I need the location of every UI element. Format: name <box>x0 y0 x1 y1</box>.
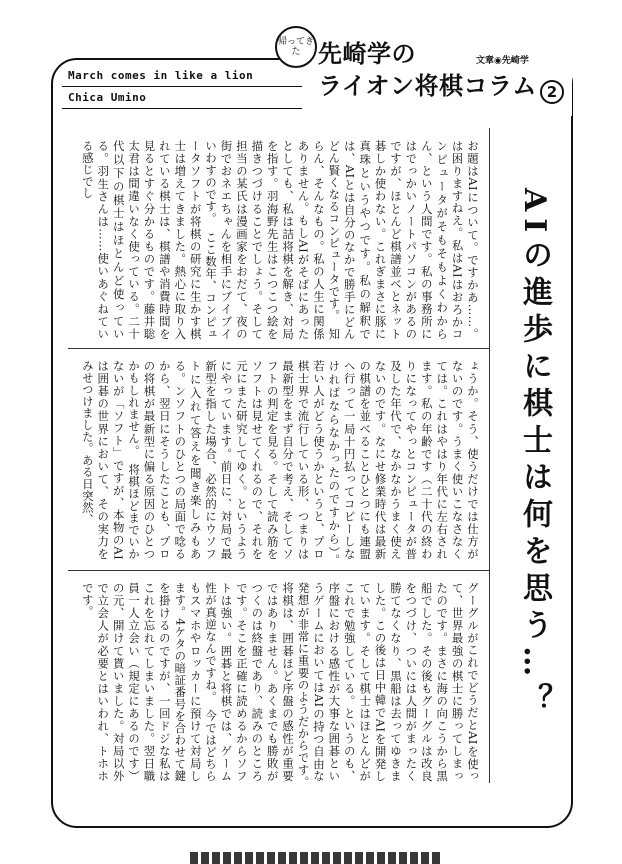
article-column-top <box>72 140 480 340</box>
series-title <box>318 38 537 102</box>
article-headline: AIの進歩に棋士は何を思う…？ <box>517 187 552 721</box>
series-title-line-1: 先崎学の <box>318 40 416 68</box>
article-column-bottom <box>72 582 480 794</box>
subtitle-line-2: Chica Umino <box>68 91 147 104</box>
subtitle-rule-1 <box>62 86 302 87</box>
page-bottom-edge <box>190 852 440 864</box>
article-text-bottom: グーグルがこれでどうだとAIを使って、世界最強の棋士に勝ってしまったのです。まさに海の向こうから黒船でした。その後もグーグルは改良をつづけ、ついには人間がまったく勝てなくなり、黒船は去ってゆきました。この後は日中韓でAIを開発しています。そして棋士はほとんどがこれで勉強している。というのも、序盤における感性が大事な囲碁というゲームにおいてはAIの持つ自由な発想が非常に重要のようだからです。 将棋は、囲碁ほど序盤の感性が重要ではありません。あくまでも勝敗がつくのは終盤であり、読みのところです。そこを正確に読めるからソフトは強い。囲碁と将棋では、ゲーム性が真逆なんですね。 今ではどちらもスマホやロッカーに預けて対局します。4ケタの暗証番号を合わせて鍵を掛けるのですが、一回ドジな私はこれを忘れてしまいました。翌日職員一人立会い（規定にあるのです）の元、開けて貰いました。対局以外で立会人が必要とはいわれ、トホホです。 <box>80 582 480 794</box>
tier-divider-2 <box>68 570 489 571</box>
subtitle-rule-2 <box>62 108 302 109</box>
tier-divider-1 <box>68 348 489 349</box>
issue-number: 2 <box>540 80 564 104</box>
series-title-line-2: ライオン将棋コラム <box>318 72 537 100</box>
headline-divider <box>489 128 490 783</box>
subtitle-line-1: March comes in like a lion <box>68 69 254 82</box>
byline: 文章◉先崎学 <box>476 56 529 66</box>
article-text-middle: ょうか。そう、使うだけでは仕方がないのです。うまく使いこなさなくては。これはやはり年代に左右されます。私の年齢です（二十代の終わりになってやっとコンピュータが普及した年代で、なかなかうまく使えないのです。なにせ修業時代は最新の棋譜を並べることひとつにも連盟へ行って一局十円払ってコピーしなければならなかったのですから）。 若い人がどう使うかというと、プロ棋士界で流行している形、つまりは最新型をまず自分で考え、そしてソフトの判定を見る。そして読み筋をソフトは見せてくれるので、それを元にまた研究してゆく。というようにやっています。前日に、対局で最新型を指した場合、必然的にウソフトに入れて答えを聞き楽しみもある。ンソフトのひとつの局面で唸るから、翌日にそうしたことも、プロの将棋が最新型に偏る原因のひとつかもしれません。 将棋ほどまでいかないが「ソフト」ですが、本物のAIは囲碁の世界において、その実力をみせつけました。ある日突然、 <box>80 360 480 572</box>
article-text-top: お題はAIについて。ですかあ……。は困りますねえ。私はAIはおろかコンピュータがそもそもよくわからん、という人間です。私の事務所にはでっかいノートパソコンがあるのですが、ほとんど棋譜並べとネット碁しか使わない。これぎまさに豚に真珠というやつです。私の解釈では、AIとは自分のなかで勝手にどんどん賢くなるコンピュータです。 知らん、そんなもの。私の人生に関係ありません。もしAIがそばにあったとしても、私は詰将棋を解き、対局を指す。羽海野先生はこつこつ絵を描きつづけることでしょう。そして担当の某氏は漫画家をおだて、夜の街でおネエちゃんを相手にブイブイいわすのです。 ここ数年、コンピュータソフトが将棋の研究に生かす棋士は増えてきました。熱心に取り入れている棋士は、棋譜や消費時間を見るとすぐ分かるものです。藤井聡太君は間違いなく使っている。二十代以下の棋士はほとんど使っている。羽生さんは……使いあぐねている感じでし <box>80 140 480 340</box>
returned-badge: 帰ってきた <box>275 26 317 68</box>
article-column-middle <box>72 360 480 572</box>
